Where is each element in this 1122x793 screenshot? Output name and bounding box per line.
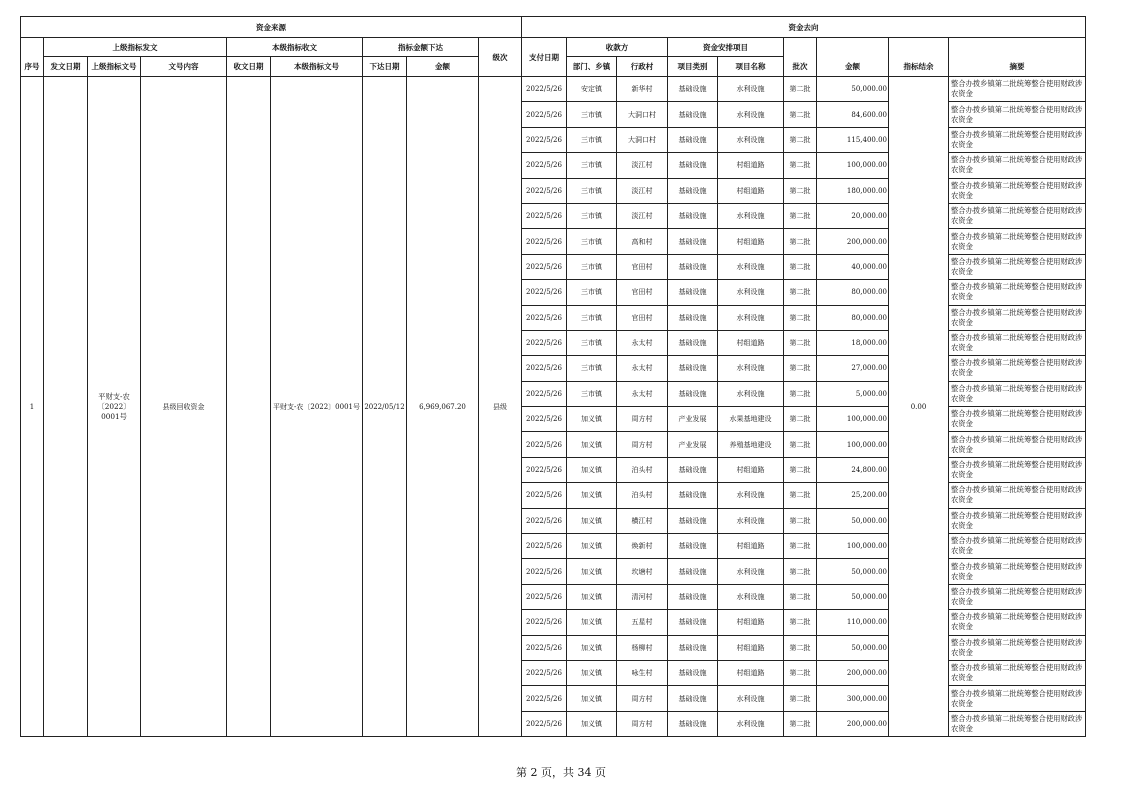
batch: 第二批: [784, 280, 817, 305]
pay-amount: 300,000.00: [817, 686, 889, 711]
pay-amount: 50,000.00: [817, 77, 889, 102]
village: 官田村: [617, 254, 668, 279]
village: 大洞口村: [617, 102, 668, 127]
village: 清河村: [617, 584, 668, 609]
project-name: 村组道路: [718, 635, 784, 660]
project-name: 村组道路: [718, 660, 784, 685]
dept-town: 加义镇: [567, 483, 617, 508]
batch: 第二批: [784, 660, 817, 685]
project-type: 基础设施: [668, 635, 718, 660]
village: 五星村: [617, 610, 668, 635]
pay-amount: 20,000.00: [817, 203, 889, 228]
project-type: 基础设施: [668, 356, 718, 381]
dept-town: 三市镇: [567, 254, 617, 279]
pay-date: 2022/5/26: [522, 127, 567, 152]
batch: 第二批: [784, 508, 817, 533]
source-local-doc-no: 平财支-农〔2022〕0001号: [271, 77, 363, 737]
dept-town: 安定镇: [567, 77, 617, 102]
batch: 第二批: [784, 203, 817, 228]
project-name: 水利设施: [718, 203, 784, 228]
dept-town: 加义镇: [567, 686, 617, 711]
pay-date: 2022/5/26: [522, 203, 567, 228]
pay-date: 2022/5/26: [522, 483, 567, 508]
batch: 第二批: [784, 686, 817, 711]
pay-date-header: 支付日期: [522, 38, 567, 77]
pay-amount: 80,000.00: [817, 305, 889, 330]
project-type: 基础设施: [668, 178, 718, 203]
pay-date: 2022/5/26: [522, 77, 567, 102]
pay-date: 2022/5/26: [522, 534, 567, 559]
batch: 第二批: [784, 356, 817, 381]
dept-town: 加义镇: [567, 457, 617, 482]
village: 永太村: [617, 381, 668, 406]
dept-town: 三市镇: [567, 280, 617, 305]
dept-town: 加义镇: [567, 432, 617, 457]
pay-amount: 50,000.00: [817, 559, 889, 584]
project-name: 水利设施: [718, 711, 784, 736]
source-receipt-date: [227, 77, 271, 737]
col-receipt-date: 收文日期: [227, 57, 271, 77]
pay-date: 2022/5/26: [522, 432, 567, 457]
pay-amount: 100,000.00: [817, 407, 889, 432]
memo: 整合办拨乡镇第二批统筹整合使用财政涉农资金: [949, 457, 1086, 482]
memo: 整合办拨乡镇第二批统筹整合使用财政涉农资金: [949, 381, 1086, 406]
village: 高和村: [617, 229, 668, 254]
dept-town: 三市镇: [567, 178, 617, 203]
project-type: 基础设施: [668, 584, 718, 609]
batch: 第二批: [784, 534, 817, 559]
batch: 第二批: [784, 127, 817, 152]
batch: 第二批: [784, 584, 817, 609]
pay-date: 2022/5/26: [522, 457, 567, 482]
dept-town: 加义镇: [567, 711, 617, 736]
village: 淡江村: [617, 178, 668, 203]
memo: 整合办拨乡镇第二批统筹整合使用财政涉农资金: [949, 534, 1086, 559]
pay-amount: 84,600.00: [817, 102, 889, 127]
village: 泊头村: [617, 483, 668, 508]
col-dept-town: 部门、乡镇: [567, 57, 617, 77]
project-type: 基础设施: [668, 483, 718, 508]
memo: 整合办拨乡镇第二批统筹整合使用财政涉农资金: [949, 711, 1086, 736]
batch: 第二批: [784, 407, 817, 432]
project-name: 水利设施: [718, 381, 784, 406]
source-seq: 1: [21, 77, 44, 737]
pay-date: 2022/5/26: [522, 102, 567, 127]
pay-date: 2022/5/26: [522, 229, 567, 254]
project-type: 基础设施: [668, 305, 718, 330]
project-name: 水利设施: [718, 77, 784, 102]
batch: 第二批: [784, 381, 817, 406]
col-balance: 指标结余: [889, 57, 949, 77]
memo: 整合办拨乡镇第二批统筹整合使用财政涉农资金: [949, 407, 1086, 432]
memo: 整合办拨乡镇第二批统筹整合使用财政涉农资金: [949, 610, 1086, 635]
memo: 整合办拨乡镇第二批统筹整合使用财政涉农资金: [949, 229, 1086, 254]
col-seq: 序号: [21, 57, 44, 77]
dept-town: 加义镇: [567, 610, 617, 635]
source-amount: 6,969,067.20: [407, 77, 479, 737]
batch: 第二批: [784, 254, 817, 279]
project-type: 基础设施: [668, 686, 718, 711]
pay-amount: 5,000.00: [817, 381, 889, 406]
col-doc-content: 文号内容: [141, 57, 227, 77]
memo: 整合办拨乡镇第二批统筹整合使用财政涉农资金: [949, 254, 1086, 279]
pay-date: 2022/5/26: [522, 584, 567, 609]
project-name: 养殖基地建设: [718, 432, 784, 457]
memo: 整合办拨乡镇第二批统筹整合使用财政涉农资金: [949, 508, 1086, 533]
col-pay-amount: 金额: [817, 57, 889, 77]
village: 周方村: [617, 432, 668, 457]
village: 泊头村: [617, 457, 668, 482]
memo: 整合办拨乡镇第二批统筹整合使用财政涉农资金: [949, 153, 1086, 178]
pay-date: 2022/5/26: [522, 660, 567, 685]
batch: 第二批: [784, 102, 817, 127]
pay-amount: 80,000.00: [817, 280, 889, 305]
pay-amount: 25,200.00: [817, 483, 889, 508]
memo: 整合办拨乡镇第二批统筹整合使用财政涉农资金: [949, 686, 1086, 711]
project-type: 基础设施: [668, 153, 718, 178]
ledger-sheet: [20, 16, 1086, 737]
fund-ledger-table: [20, 16, 1086, 737]
village: 官田村: [617, 280, 668, 305]
batch: 第二批: [784, 559, 817, 584]
seq-group-spacer: [21, 38, 44, 57]
memo: 整合办拨乡镇第二批统筹整合使用财政涉农资金: [949, 660, 1086, 685]
memo: 整合办拨乡镇第二批统筹整合使用财政涉农资金: [949, 280, 1086, 305]
pay-date: 2022/5/26: [522, 686, 567, 711]
project-type: 基础设施: [668, 127, 718, 152]
col-upper-doc-no: 上级指标文号: [88, 57, 141, 77]
source-group-header: 资金来源: [21, 17, 522, 38]
pay-amount: 100,000.00: [817, 432, 889, 457]
col-local-doc-no: 本级指标文号: [271, 57, 363, 77]
memo: 整合办拨乡镇第二批统筹整合使用财政涉农资金: [949, 483, 1086, 508]
dept-town: 三市镇: [567, 229, 617, 254]
dept-town: 三市镇: [567, 330, 617, 355]
project-name: 村组道路: [718, 178, 784, 203]
dept-town: 加义镇: [567, 584, 617, 609]
project-name: 村组道路: [718, 153, 784, 178]
batch: 第二批: [784, 635, 817, 660]
upper-issue-header: 上级指标发文: [44, 38, 227, 57]
project-name: 水利设施: [718, 483, 784, 508]
project-type: 基础设施: [668, 559, 718, 584]
village: 周方村: [617, 686, 668, 711]
village: 杨柳村: [617, 635, 668, 660]
project-type: 基础设施: [668, 254, 718, 279]
village: 周方村: [617, 711, 668, 736]
batch: 第二批: [784, 610, 817, 635]
amount-group-spacer: [817, 38, 889, 57]
pay-amount: 200,000.00: [817, 660, 889, 685]
batch: 第二批: [784, 330, 817, 355]
village: 横江村: [617, 508, 668, 533]
memo: 整合办拨乡镇第二批统筹整合使用财政涉农资金: [949, 330, 1086, 355]
col-project-name: 项目名称: [718, 57, 784, 77]
project-name: 水利设施: [718, 356, 784, 381]
batch: 第二批: [784, 178, 817, 203]
batch: 第二批: [784, 483, 817, 508]
project-name: 村组道路: [718, 330, 784, 355]
project-name: 水利设施: [718, 508, 784, 533]
payee-header: 收款方: [567, 38, 668, 57]
project-type: 产业发展: [668, 407, 718, 432]
memo: 整合办拨乡镇第二批统筹整合使用财政涉农资金: [949, 356, 1086, 381]
pay-amount: 200,000.00: [817, 229, 889, 254]
col-issue-down-date: 下达日期: [363, 57, 407, 77]
pay-date: 2022/5/26: [522, 381, 567, 406]
project-name: 水利设施: [718, 102, 784, 127]
dept-town: 加义镇: [567, 534, 617, 559]
village: 周方村: [617, 407, 668, 432]
dept-town: 加义镇: [567, 660, 617, 685]
dept-town: 加义镇: [567, 635, 617, 660]
project-type: 基础设施: [668, 330, 718, 355]
memo: 整合办拨乡镇第二批统筹整合使用财政涉农资金: [949, 77, 1086, 102]
village: 焕新村: [617, 534, 668, 559]
pay-amount: 18,000.00: [817, 330, 889, 355]
project-type: 基础设施: [668, 660, 718, 685]
pay-date: 2022/5/26: [522, 305, 567, 330]
batch: 第二批: [784, 305, 817, 330]
pay-amount: 50,000.00: [817, 635, 889, 660]
pay-date: 2022/5/26: [522, 711, 567, 736]
balance-group-spacer: [889, 38, 949, 57]
project-type: 基础设施: [668, 508, 718, 533]
ledger-body: [21, 77, 1086, 737]
project-name: 水果基地建设: [718, 407, 784, 432]
col-amount: 金额: [407, 57, 479, 77]
pay-date: 2022/5/26: [522, 635, 567, 660]
pay-date: 2022/5/26: [522, 407, 567, 432]
arrangement-header: 资金安排项目: [668, 38, 784, 57]
source-upper-doc-no: 平财支-农〔2022〕0001号: [88, 77, 141, 737]
memo: 整合办拨乡镇第二批统筹整合使用财政涉农资金: [949, 305, 1086, 330]
project-type: 基础设施: [668, 77, 718, 102]
project-name: 水利设施: [718, 127, 784, 152]
dept-town: 三市镇: [567, 381, 617, 406]
level-header: 级次: [479, 38, 522, 77]
dept-town: 加义镇: [567, 407, 617, 432]
batch: 第二批: [784, 153, 817, 178]
col-issue-date: 发文日期: [44, 57, 88, 77]
village: 官田村: [617, 305, 668, 330]
pay-amount: 50,000.00: [817, 508, 889, 533]
pay-amount: 100,000.00: [817, 153, 889, 178]
col-village: 行政村: [617, 57, 668, 77]
project-type: 基础设施: [668, 610, 718, 635]
dept-town: 三市镇: [567, 153, 617, 178]
pay-amount: 100,000.00: [817, 534, 889, 559]
memo: 整合办拨乡镇第二批统筹整合使用财政涉农资金: [949, 102, 1086, 127]
local-receipt-header: 本级指标收文: [227, 38, 363, 57]
pay-date: 2022/5/26: [522, 356, 567, 381]
col-batch: 批次: [784, 57, 817, 77]
source-doc-content: 县级回收资金: [141, 77, 227, 737]
pay-date: 2022/5/26: [522, 254, 567, 279]
pay-amount: 40,000.00: [817, 254, 889, 279]
project-type: 基础设施: [668, 457, 718, 482]
memo: 整合办拨乡镇第二批统筹整合使用财政涉农资金: [949, 127, 1086, 152]
pay-amount: 110,000.00: [817, 610, 889, 635]
page-footer: 第 2 页，共 34 页: [516, 766, 606, 779]
memo: 整合办拨乡镇第二批统筹整合使用财政涉农资金: [949, 432, 1086, 457]
dept-town: 三市镇: [567, 305, 617, 330]
amount-issue-header: 指标金额下达: [363, 38, 479, 57]
pay-amount: 27,000.00: [817, 356, 889, 381]
dept-town: 三市镇: [567, 203, 617, 228]
project-type: 基础设施: [668, 203, 718, 228]
village: 新华村: [617, 77, 668, 102]
village: 淡江村: [617, 203, 668, 228]
col-project-type: 项目类别: [668, 57, 718, 77]
project-name: 村组道路: [718, 457, 784, 482]
dept-town: 加义镇: [567, 559, 617, 584]
source-issue-date: [44, 77, 88, 737]
pay-date: 2022/5/26: [522, 330, 567, 355]
project-name: 水利设施: [718, 584, 784, 609]
dept-town: 三市镇: [567, 102, 617, 127]
source-issue-down-date: 2022/05/12: [363, 77, 407, 737]
village: 咏生村: [617, 660, 668, 685]
col-memo: 摘要: [949, 57, 1086, 77]
pay-date: 2022/5/26: [522, 508, 567, 533]
batch: 第二批: [784, 432, 817, 457]
pay-date: 2022/5/26: [522, 153, 567, 178]
batch-group-spacer: [784, 38, 817, 57]
pay-amount: 50,000.00: [817, 584, 889, 609]
pay-date: 2022/5/26: [522, 610, 567, 635]
project-type: 基础设施: [668, 280, 718, 305]
project-name: 水利设施: [718, 686, 784, 711]
table-row: [21, 77, 1086, 102]
pay-amount: 115,400.00: [817, 127, 889, 152]
project-name: 村组道路: [718, 534, 784, 559]
village: 淡江村: [617, 153, 668, 178]
village: 永太村: [617, 356, 668, 381]
project-name: 水利设施: [718, 305, 784, 330]
memo: 整合办拨乡镇第二批统筹整合使用财政涉农资金: [949, 584, 1086, 609]
memo: 整合办拨乡镇第二批统筹整合使用财政涉农资金: [949, 559, 1086, 584]
project-type: 基础设施: [668, 711, 718, 736]
pay-amount: 200,000.00: [817, 711, 889, 736]
village: 永太村: [617, 330, 668, 355]
batch: 第二批: [784, 711, 817, 736]
batch: 第二批: [784, 229, 817, 254]
dept-town: 三市镇: [567, 356, 617, 381]
pay-date: 2022/5/26: [522, 280, 567, 305]
pay-amount: 180,000.00: [817, 178, 889, 203]
pay-amount: 24,800.00: [817, 457, 889, 482]
project-type: 基础设施: [668, 381, 718, 406]
project-type: 基础设施: [668, 102, 718, 127]
dept-town: 加义镇: [567, 508, 617, 533]
memo: 整合办拨乡镇第二批统筹整合使用财政涉农资金: [949, 178, 1086, 203]
project-name: 村组道路: [718, 229, 784, 254]
batch: 第二批: [784, 457, 817, 482]
project-name: 水利设施: [718, 559, 784, 584]
dept-town: 三市镇: [567, 127, 617, 152]
memo: 整合办拨乡镇第二批统筹整合使用财政涉农资金: [949, 203, 1086, 228]
memo: 整合办拨乡镇第二批统筹整合使用财政涉农资金: [949, 635, 1086, 660]
project-type: 基础设施: [668, 534, 718, 559]
project-name: 水利设施: [718, 280, 784, 305]
pay-date: 2022/5/26: [522, 178, 567, 203]
memo-group-spacer: [949, 38, 1086, 57]
source-level: 县级: [479, 77, 522, 737]
destination-group-header: 资金去向: [522, 17, 1086, 38]
batch: 第二批: [784, 77, 817, 102]
village: 大洞口村: [617, 127, 668, 152]
project-name: 水利设施: [718, 254, 784, 279]
balance: 0.00: [889, 77, 949, 737]
project-type: 基础设施: [668, 229, 718, 254]
pay-date: 2022/5/26: [522, 559, 567, 584]
project-name: 村组道路: [718, 610, 784, 635]
village: 坎塘村: [617, 559, 668, 584]
project-type: 产业发展: [668, 432, 718, 457]
